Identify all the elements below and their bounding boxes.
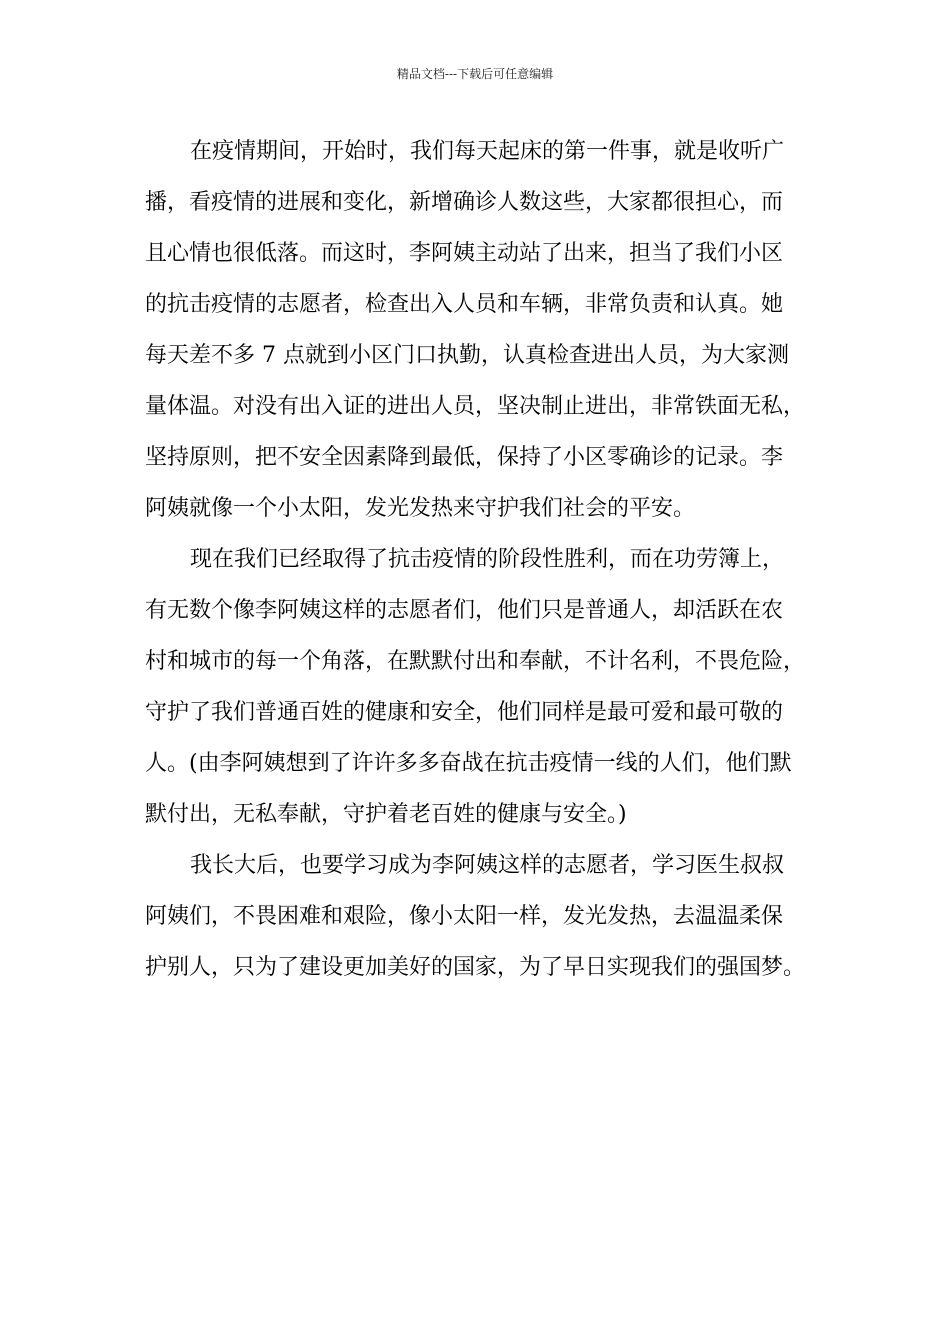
paragraph-line: 阿姨就像一个小太阳，发光发热来守护我们社会的平安。 <box>145 496 696 521</box>
paragraph-line: 现在我们已经取得了抗击疫情的阶段性胜利，而在功劳簿上， <box>190 547 785 572</box>
paragraph-3 <box>145 840 825 993</box>
paragraph-line: 播，看疫情的进展和变化，新增确诊人数这些，大家都很担心，而 <box>145 190 784 215</box>
document-body <box>145 126 825 993</box>
paragraph-line: 有无数个像李阿姨这样的志愿者们，他们只是普通人，却活跃在农 <box>145 598 784 623</box>
paragraph-line: 且心情也很低落。而这时，李阿姨主动站了出来，担当了我们小区 <box>145 241 784 266</box>
paragraph-line: 守护了我们普通百姓的健康和安全，他们同样是最可爱和最可敬的 <box>145 700 784 725</box>
page-header: 精品文档---下载后可任意编辑 <box>396 67 554 81</box>
paragraph-line: 村和城市的每一个角落，在默默付出和奉献，不计名利，不畏危险， <box>145 649 806 674</box>
paragraph-line: 阿姨们，不畏困难和艰险，像小太阳一样，发光发热，去温温柔保 <box>145 904 784 929</box>
paragraph-line: 每天差不多 7 点就到小区门口执勤，认真检查进出人员，为大家测 <box>145 343 789 368</box>
paragraph-line: 默付出，无私奉献，守护着老百姓的健康与安全。) <box>145 802 627 827</box>
paragraph-line: 的抗击疫情的志愿者，检查出入人员和车辆，非常负责和认真。她 <box>145 292 784 317</box>
paragraph-line: 护别人，只为了建设更加美好的国家，为了早日实现我们的强国梦。 <box>145 955 806 980</box>
paragraph-line: 坚持原则，把不安全因素降到最低，保持了小区零确诊的记录。李 <box>145 445 784 470</box>
paragraph-line: 在疫情期间，开始时，我们每天起床的第一件事，就是收听广 <box>190 139 785 164</box>
paragraph-line: 量体温。对没有出入证的进出人员，坚决制止进出，非常铁面无私， <box>145 394 806 419</box>
paragraph-2 <box>145 534 825 840</box>
paragraph-line: 人。(由李阿姨想到了许许多多奋战在抗击疫情一线的人们，他们默 <box>145 751 792 776</box>
paragraph-line: 我长大后，也要学习成为李阿姨这样的志愿者，学习医生叔叔 <box>190 853 785 878</box>
paragraph-1 <box>145 126 825 534</box>
